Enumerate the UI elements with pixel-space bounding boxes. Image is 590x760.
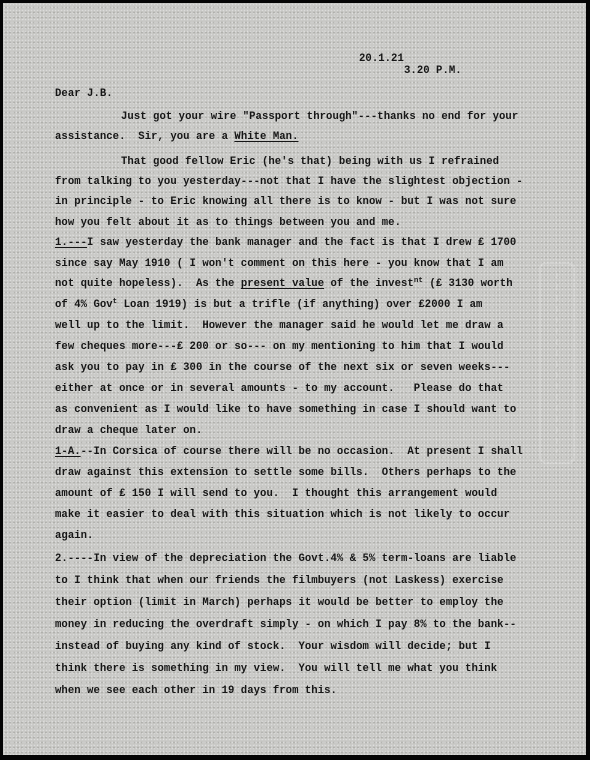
letter-time: 3.20 P.M. bbox=[404, 65, 462, 77]
body-line: as convenient as I would like to have something in case I should want to bbox=[55, 404, 517, 416]
letter-date: 20.1.21 bbox=[359, 53, 404, 65]
line-text: assistance. Sir, you are a bbox=[55, 131, 235, 143]
body-line: think there is something in my view. You will tell me what you think bbox=[55, 663, 498, 675]
body-line: well up to the limit. However the manager said he would let me draw a bbox=[55, 320, 504, 332]
line-text: I saw yesterday the bank manager and the fact is that I drew ₤ 1700 bbox=[87, 237, 517, 249]
line-text: Loan 1919) is but a trifle (if anything) over ₤2000 I am bbox=[117, 299, 483, 311]
salutation: Dear J.B. bbox=[55, 88, 113, 100]
body-line: make it easier to deal with this situation which is not likely to occur bbox=[55, 509, 510, 521]
body-line: few cheques more---₤ 200 or so--- on my mentioning to him that I would bbox=[55, 341, 504, 353]
body-line: draw a cheque later on. bbox=[55, 425, 203, 437]
body-line bbox=[55, 299, 482, 313]
body-line: in principle - to Eric knowing all there is to know - but I was not sure bbox=[55, 196, 517, 208]
body-line: That good fellow Eric (he's that) being with us I refrained bbox=[121, 156, 500, 168]
body-line bbox=[55, 237, 516, 250]
superscript: nt bbox=[413, 277, 423, 285]
body-line: 2.----In view of the depreciation the Govt.4% & 5% term-loans are liable bbox=[55, 553, 517, 565]
body-line: to I think that when our friends the filmbuyers (not Laskess) exercise bbox=[55, 575, 504, 587]
body-line: how you felt about it as to things between you and me. bbox=[55, 217, 401, 229]
body-line: either at once or in several amounts - to my account. Please do that bbox=[55, 383, 504, 395]
superscript: t bbox=[112, 298, 118, 306]
body-line: since say May 1910 ( I won't comment on this here - you know that I am bbox=[55, 258, 504, 270]
body-line bbox=[55, 278, 513, 292]
letter-page bbox=[3, 3, 586, 755]
body-line: from talking to you yesterday---not that I have the slightest objection - bbox=[55, 176, 523, 188]
line-text: of the invest bbox=[324, 278, 414, 290]
body-line: Just got your wire "Passport through"---thanks no end for your bbox=[121, 111, 519, 123]
line-text: not quite hopeless). As the bbox=[55, 278, 241, 290]
body-line: instead of buying any kind of stock. Your wisdom will decide; but I bbox=[55, 641, 491, 653]
body-line: when we see each other in 19 days from this. bbox=[55, 685, 337, 697]
line-text: --In Corsica of course there will be no occasion. At present I shall bbox=[80, 446, 523, 458]
body-line: again. bbox=[55, 530, 94, 542]
watermark-stamp bbox=[532, 253, 582, 473]
section-marker: 1-A. bbox=[55, 446, 81, 458]
line-text: of 4% Gov bbox=[55, 299, 113, 311]
body-line: amount of ₤ 150 I will send to you. I thought this arrangement would bbox=[55, 488, 498, 500]
underlined-text: White Man. bbox=[234, 131, 299, 143]
body-line: their option (limit in March) perhaps it would be better to employ the bbox=[55, 597, 504, 609]
body-line bbox=[55, 131, 298, 144]
body-line: money in reducing the overdraft simply - on which I pay 8% to the bank-- bbox=[55, 619, 517, 631]
body-line bbox=[55, 446, 523, 459]
underlined-text: present value bbox=[240, 278, 325, 290]
section-marker: 1.--- bbox=[55, 237, 88, 249]
body-line: ask you to pay in ₤ 300 in the course of the next six or seven weeks--- bbox=[55, 362, 510, 374]
body-line: draw against this extension to settle some bills. Others perhaps to the bbox=[55, 467, 517, 479]
line-text: (₤ 3130 worth bbox=[422, 278, 513, 290]
